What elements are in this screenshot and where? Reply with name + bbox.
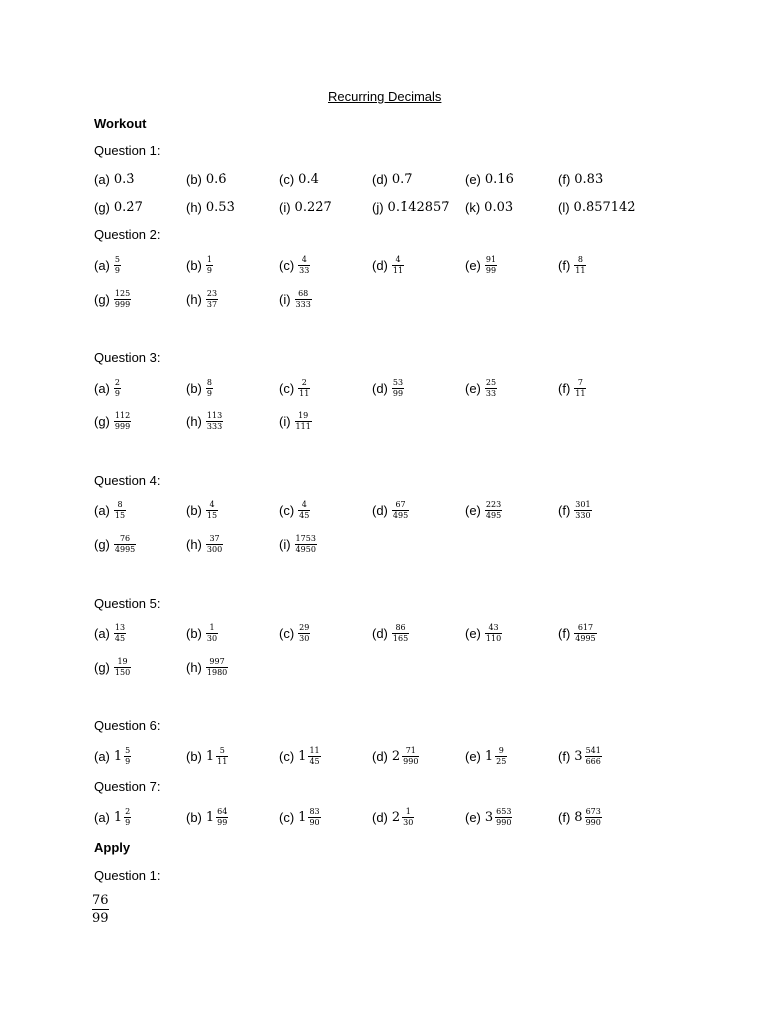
answer-item	[94, 252, 121, 278]
question-label: Question 7:	[94, 779, 161, 794]
item-label: (f)	[558, 257, 571, 273]
item-label: (d)	[372, 809, 388, 825]
fraction	[216, 807, 228, 828]
item-label: (d)	[372, 625, 388, 641]
answer-item	[465, 743, 507, 769]
numerator: 4	[301, 254, 307, 264]
item-label: (g)	[94, 659, 110, 675]
numerator: 8	[577, 254, 583, 264]
denominator: 333	[206, 421, 223, 431]
numerator: 7	[577, 377, 583, 387]
denominator: 11	[575, 265, 586, 275]
item-label: (g)	[94, 536, 110, 552]
item-label: (g)	[94, 291, 110, 307]
whole-number: 1	[298, 809, 307, 825]
numerator: 1	[405, 806, 411, 816]
answer-item	[372, 166, 413, 192]
denominator: 99	[217, 817, 228, 827]
recurring-decimal: 0.83̇	[574, 171, 604, 187]
answer-item	[558, 743, 602, 769]
numerator: 223	[485, 499, 502, 509]
item-label: (i)	[279, 536, 291, 552]
fraction	[308, 746, 320, 767]
item-label: (i)	[279, 413, 291, 429]
recurring-decimal: 0.8̇57142̇	[573, 199, 636, 215]
denominator: 45	[114, 633, 126, 643]
item-label: (h)	[186, 659, 202, 675]
item-label: (b)	[186, 380, 202, 396]
answer-item	[279, 620, 310, 646]
question-label: Question 4:	[94, 473, 161, 488]
item-label: (f)	[558, 380, 571, 396]
answer-item	[279, 375, 310, 401]
denominator: 990	[585, 817, 601, 827]
question-label: Question 6:	[94, 718, 161, 733]
answer-item	[279, 286, 312, 312]
fraction	[585, 807, 602, 828]
fraction	[585, 746, 602, 767]
denominator: 4950	[295, 544, 316, 554]
item-label: (a)	[94, 748, 110, 764]
page-title: Recurring Decimals	[328, 89, 442, 104]
numerator: 68	[298, 288, 309, 298]
item-label: (h)	[186, 413, 202, 429]
item-label: (i)	[279, 199, 291, 215]
numerator: 25	[485, 377, 497, 387]
numerator: 64	[217, 806, 228, 816]
fraction	[114, 500, 126, 521]
fraction	[114, 657, 131, 678]
fraction	[114, 534, 136, 555]
fraction	[206, 657, 228, 678]
fraction	[216, 746, 228, 767]
answer-item	[186, 654, 228, 680]
fraction	[114, 255, 121, 276]
item-label: (a)	[94, 257, 110, 273]
recurring-decimal: 0.03̇	[484, 199, 514, 215]
item-label: (b)	[186, 502, 202, 518]
recurring-decimal: 0.7̇	[391, 171, 413, 187]
denominator: 15	[206, 510, 218, 520]
fraction	[495, 746, 507, 767]
answer-item	[94, 531, 136, 557]
denominator: 110	[485, 633, 502, 643]
item-label: (h)	[186, 199, 202, 215]
denominator: 495	[392, 510, 409, 520]
fraction	[485, 378, 497, 399]
answer-item	[186, 497, 218, 523]
recurring-decimal: 0.1̇42857̇	[387, 199, 450, 215]
denominator: 111	[295, 421, 311, 431]
item-label: (e)	[465, 748, 481, 764]
denominator: 11	[299, 388, 310, 398]
item-label: (b)	[186, 171, 202, 187]
answer-item	[465, 620, 502, 646]
numerator: 13	[114, 622, 126, 632]
numerator: 1753	[295, 533, 316, 543]
numerator: 19	[117, 656, 128, 666]
question-label: Question 5:	[94, 596, 161, 611]
fraction	[206, 255, 213, 276]
denominator: 9	[114, 265, 120, 275]
answer-item	[94, 194, 143, 220]
recurring-decimal: 0.4̇	[298, 171, 319, 187]
answer-item	[279, 408, 312, 434]
question-label: Question 3:	[94, 350, 161, 365]
item-label: (e)	[465, 380, 481, 396]
denominator: 4995	[575, 633, 596, 643]
answer-item	[465, 194, 513, 220]
fraction	[392, 378, 404, 399]
whole-number: 1	[113, 748, 123, 764]
fraction	[114, 289, 131, 310]
item-label: (k)	[465, 199, 481, 215]
fraction	[392, 500, 409, 521]
denominator: 9	[114, 388, 120, 398]
numerator: 91	[485, 254, 497, 264]
answer-item	[465, 166, 514, 192]
fraction	[206, 623, 218, 644]
answer-item	[465, 497, 502, 523]
denominator: 45	[309, 756, 320, 766]
answer-item	[558, 166, 603, 192]
numerator: 76	[119, 533, 131, 543]
answer-item	[186, 194, 235, 220]
answer-item	[186, 286, 218, 312]
answer-item	[465, 252, 497, 278]
fraction	[298, 378, 310, 399]
numerator: 1	[209, 622, 215, 632]
denominator: 999	[114, 299, 131, 309]
denominator: 45	[299, 510, 310, 520]
numerator: 4	[301, 499, 307, 509]
fraction	[574, 255, 586, 276]
answer-item	[465, 804, 512, 830]
numerator: 673	[585, 806, 601, 816]
fraction	[114, 623, 126, 644]
answer-item	[372, 194, 450, 220]
fraction	[124, 807, 131, 828]
item-label: (i)	[279, 291, 291, 307]
recurring-decimal: 0.22̇7̇	[294, 199, 332, 215]
answer-item	[279, 743, 321, 769]
denominator: 90	[309, 817, 320, 827]
answer-item	[558, 252, 586, 278]
answer-item	[279, 194, 332, 220]
answer-item	[558, 804, 602, 830]
answer-item	[186, 408, 223, 434]
item-label: (e)	[465, 171, 481, 187]
numerator: 19	[298, 410, 309, 420]
answer-item	[372, 375, 404, 401]
answer-item	[186, 620, 218, 646]
answer-item	[279, 166, 319, 192]
whole-number: 8	[574, 809, 583, 825]
denominator: 99	[485, 265, 497, 275]
item-label: (d)	[372, 171, 388, 187]
answer-item	[186, 166, 227, 192]
item-label: (c)	[279, 625, 295, 641]
numerator: 2	[114, 377, 120, 387]
numerator: 617	[577, 622, 594, 632]
denominator: 33	[299, 265, 310, 275]
fraction	[206, 378, 213, 399]
question-label: Question 1:	[94, 143, 161, 158]
question-label: Question 2:	[94, 227, 161, 242]
fraction	[392, 255, 404, 276]
fraction	[124, 746, 131, 767]
denominator: 30	[403, 817, 414, 827]
fraction	[574, 378, 586, 399]
denominator: 300	[206, 544, 223, 554]
denominator: 25	[496, 756, 507, 766]
item-label: (l)	[558, 199, 570, 215]
item-label: (a)	[94, 502, 110, 518]
item-label: (b)	[186, 809, 202, 825]
numerator: 83	[309, 806, 320, 816]
fraction	[574, 623, 596, 644]
answer-item	[372, 743, 419, 769]
item-label: (f)	[558, 502, 571, 518]
item-label: (b)	[186, 257, 202, 273]
item-label: (g)	[94, 199, 110, 215]
fraction	[495, 807, 512, 828]
answer-item	[279, 252, 310, 278]
item-label: (h)	[186, 536, 202, 552]
denominator: 33	[485, 388, 497, 398]
recurring-decimal: 0.2̇7̇	[113, 199, 143, 215]
item-label: (h)	[186, 291, 202, 307]
denominator: 666	[585, 756, 601, 766]
numerator: 2	[301, 377, 307, 387]
numerator: 8	[117, 499, 123, 509]
numerator: 9	[498, 745, 504, 755]
answer-item	[94, 375, 121, 401]
apply-denominator: 99	[92, 911, 109, 926]
answer-item	[372, 497, 409, 523]
apply-question-label: Question 1:	[94, 868, 161, 883]
item-label: (d)	[372, 380, 388, 396]
answer-item	[558, 497, 592, 523]
numerator: 541	[585, 745, 601, 755]
denominator: 30	[206, 633, 218, 643]
answer-item	[94, 497, 126, 523]
denominator: 330	[575, 510, 591, 520]
item-label: (a)	[94, 625, 110, 641]
whole-number: 2	[391, 809, 401, 825]
numerator: 125	[114, 288, 131, 298]
denominator: 11	[575, 388, 586, 398]
item-label: (f)	[558, 171, 571, 187]
fraction	[485, 500, 502, 521]
numerator: 11	[309, 745, 320, 755]
answer-item	[186, 804, 228, 830]
answer-item	[558, 375, 586, 401]
answer-item	[94, 408, 131, 434]
denominator: 990	[403, 756, 419, 766]
answer-item	[558, 194, 636, 220]
numerator: 53	[392, 377, 404, 387]
answer-item	[372, 620, 409, 646]
answer-item	[279, 804, 321, 830]
apply-answer-fraction	[92, 891, 109, 927]
answer-item	[186, 743, 228, 769]
answer-item	[94, 743, 131, 769]
item-label: (e)	[465, 502, 481, 518]
numerator: 112	[114, 410, 131, 420]
denominator: 11	[392, 265, 404, 275]
whole-number: 3	[574, 748, 583, 764]
fraction	[485, 255, 497, 276]
item-label: (c)	[279, 809, 295, 825]
fraction	[402, 746, 419, 767]
denominator: 11	[217, 756, 228, 766]
fraction	[392, 623, 409, 644]
item-label: (g)	[94, 413, 110, 429]
item-label: (e)	[465, 809, 481, 825]
denominator: 495	[485, 510, 502, 520]
fraction	[298, 623, 310, 644]
answer-item	[94, 654, 131, 680]
numerator: 43	[488, 622, 499, 632]
item-label: (j)	[372, 199, 384, 215]
recurring-decimal: 0.16̇	[484, 171, 514, 187]
item-label: (f)	[558, 625, 571, 641]
whole-number: 1	[205, 748, 215, 764]
denominator: 1980	[206, 667, 228, 677]
fraction	[308, 807, 320, 828]
item-label: (a)	[94, 380, 110, 396]
item-label: (b)	[186, 625, 202, 641]
recurring-decimal: 0.3̇	[113, 171, 135, 187]
numerator: 8	[206, 377, 212, 387]
fraction	[298, 500, 310, 521]
item-label: (c)	[279, 380, 295, 396]
item-label: (d)	[372, 257, 388, 273]
fraction	[206, 411, 223, 432]
fraction	[295, 289, 312, 310]
item-label: (d)	[372, 502, 388, 518]
numerator: 71	[405, 745, 416, 755]
denominator: 99	[392, 388, 404, 398]
answer-item	[94, 804, 131, 830]
whole-number: 1	[298, 748, 307, 764]
item-label: (c)	[279, 257, 295, 273]
numerator: 23	[206, 288, 218, 298]
item-label: (c)	[279, 171, 295, 187]
answer-item	[279, 531, 317, 557]
whole-number: 2	[391, 748, 401, 764]
item-label: (e)	[465, 257, 481, 273]
fraction	[114, 378, 121, 399]
numerator: 1	[206, 254, 212, 264]
denominator: 9	[125, 817, 131, 827]
numerator: 37	[209, 533, 220, 543]
item-label: (d)	[372, 748, 388, 764]
whole-number: 1	[113, 809, 123, 825]
fraction	[114, 411, 131, 432]
denominator: 990	[496, 817, 512, 827]
item-label: (e)	[465, 625, 481, 641]
numerator: 5	[125, 745, 131, 755]
denominator: 9	[206, 265, 212, 275]
item-label: (b)	[186, 748, 202, 764]
fraction	[485, 623, 502, 644]
item-label: (f)	[558, 809, 571, 825]
fraction	[206, 534, 223, 555]
apply-heading: Apply	[94, 840, 131, 855]
answer-item	[94, 286, 131, 312]
numerator: 29	[299, 622, 310, 632]
whole-number: 1	[205, 809, 215, 825]
denominator: 30	[299, 633, 310, 643]
denominator: 4995	[114, 544, 136, 554]
item-label: (c)	[279, 502, 295, 518]
answer-item	[372, 804, 414, 830]
item-label: (c)	[279, 748, 295, 764]
numerator: 86	[395, 622, 406, 632]
denominator: 9	[206, 388, 212, 398]
numerator: 4	[395, 254, 401, 264]
whole-number: 1	[484, 748, 494, 764]
numerator: 653	[496, 806, 512, 816]
apply-numerator: 76	[92, 893, 109, 908]
denominator: 999	[114, 421, 131, 431]
recurring-decimal: 0.6̇	[205, 171, 227, 187]
fraction	[402, 807, 414, 828]
answer-item	[279, 497, 310, 523]
answer-item	[94, 620, 126, 646]
numerator: 997	[209, 656, 225, 666]
denominator: 165	[392, 633, 409, 643]
whole-number: 3	[484, 809, 494, 825]
numerator: 4	[209, 499, 215, 509]
numerator: 5	[114, 254, 120, 264]
denominator: 15	[114, 510, 126, 520]
answer-item	[465, 375, 497, 401]
numerator: 301	[575, 499, 591, 509]
fraction	[206, 289, 218, 310]
numerator: 113	[206, 410, 223, 420]
answer-item	[94, 166, 135, 192]
answer-item	[372, 252, 404, 278]
fraction	[206, 500, 218, 521]
numerator: 67	[395, 499, 406, 509]
fraction	[574, 500, 591, 521]
fraction	[295, 534, 317, 555]
denominator: 9	[125, 756, 131, 766]
item-label: (a)	[94, 809, 110, 825]
fraction	[295, 411, 312, 432]
answer-item	[558, 620, 597, 646]
denominator: 333	[295, 299, 311, 309]
item-label: (f)	[558, 748, 571, 764]
workout-heading: Workout	[94, 116, 147, 131]
item-label: (a)	[94, 171, 110, 187]
numerator: 5	[219, 745, 225, 755]
answer-item	[186, 252, 213, 278]
answer-item	[186, 375, 213, 401]
denominator: 150	[114, 667, 131, 677]
denominator: 37	[206, 299, 218, 309]
recurring-decimal: 0.53̇	[205, 199, 235, 215]
answer-item	[186, 531, 223, 557]
numerator: 2	[125, 806, 131, 816]
fraction	[298, 255, 310, 276]
